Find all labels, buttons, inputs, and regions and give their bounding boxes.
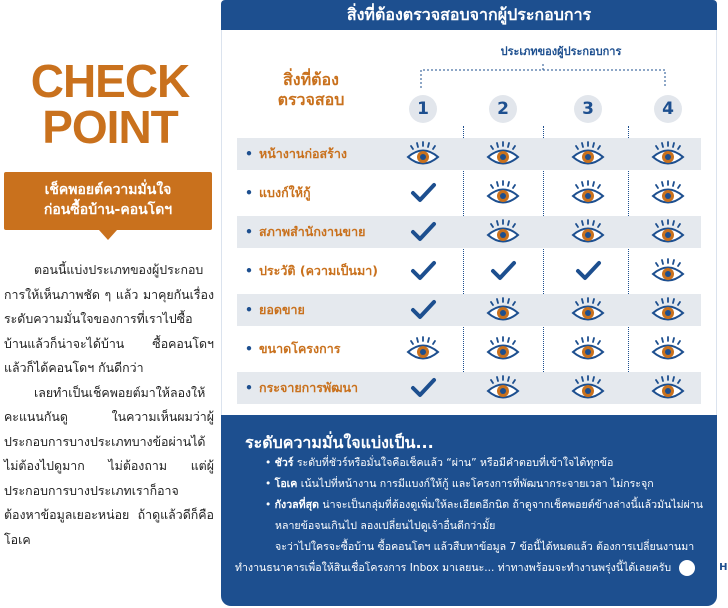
items-heading-line1: สิ่งที่ต้อง: [283, 70, 339, 89]
checklist-row: [237, 138, 701, 170]
check-icon: [570, 257, 606, 285]
checklist-item-text: หน้างานก่อสร้าง: [259, 146, 348, 161]
checklist-row: [237, 333, 701, 365]
eye-icon: [570, 140, 606, 168]
eye-icon: [650, 335, 686, 363]
checklist-item-text: ประวัติ (ความเป็นมา): [259, 263, 378, 278]
checklist-item-label: [245, 255, 378, 287]
eye-icon: [650, 257, 686, 285]
eye-icon: [485, 335, 521, 363]
bullet-icon: •: [245, 224, 253, 239]
level-worried-name: กังวลที่สุด: [274, 499, 319, 511]
eye-icon: [570, 335, 606, 363]
badge-line2: ก่อนซื้อบ้าน-คอนโดฯ: [43, 202, 173, 218]
h-logo-icon: H: [679, 560, 695, 576]
checklist-row: [237, 294, 701, 326]
operator-type-3: 3: [574, 95, 602, 123]
checklist-item-label: [245, 138, 347, 170]
check-icon: [405, 374, 441, 402]
checklist-item-text: ขนาดโครงการ: [259, 341, 341, 356]
check-icon: [405, 296, 441, 324]
check-icon: [485, 257, 521, 285]
left-column: [0, 0, 218, 608]
level-sure: • ชัวร์ ระดับที่ชัวร์หรือมั่นใจคือเช็คแล้ว “ผ่าน” หรือมีคำตอบที่เข้าใจได้ทุกข้อ: [265, 457, 614, 469]
bullet-icon: •: [245, 341, 253, 356]
bullet-icon: •: [245, 380, 253, 395]
checklist-item-label: [245, 372, 358, 404]
eye-icon: [485, 296, 521, 324]
level-ok-desc: เน้นไปที่หน้างาน การมีแบงก์ให้กู้ และโครงการที่พัฒนากระจายเวลา ไม่กระจุก: [297, 478, 654, 490]
operator-type-1: 1: [409, 95, 437, 123]
checklist-item-label: [245, 333, 340, 365]
check-icon: [405, 179, 441, 207]
checklist-item-text: สภาพสำนักงานขาย: [259, 224, 366, 239]
confidence-levels-box: [221, 415, 728, 606]
intro-text: [4, 258, 214, 552]
panel-header: สิ่งที่ต้องตรวจสอบจากผู้ประกอบการ: [221, 0, 717, 30]
check-icon: [405, 218, 441, 246]
checkpoint-title-line2: POINT: [42, 101, 178, 153]
checklist-item-label: [245, 216, 365, 248]
intro-paragraph-2: เลยทำเป็นเช็คพอยต์มาให้ลองให้คะแนนกันดู ในความเห็นผมว่าผู้ประกอบการบางประเภทบางข้อผ่านได้ ไม่ต้องไปดูมาก ไม่ต้องถาม แต่ผู้ประกอบการบางประเภทเราก็อาจต้องหาข้อมูลเยอะหน่อย ถ้าดูแล้วดีก็คือโอเค: [4, 384, 214, 547]
checklist-item-label: [245, 294, 305, 326]
bullet-icon: •: [245, 302, 253, 317]
badge-line1: เช็คพอยต์ความมั่นใจ: [44, 182, 172, 198]
level-worried: • กังวลที่สุด น่าจะเป็นกลุ่มที่ต้องดูเพิ่มให้ละเอียดอีกนิด ถ้าดูจากเช็คพอยต์ข้างล่างนี้แล้วมันไม่ผ่านหลายข้อจนเกินไป ลองเปลี่ยนไปดูเจ้าอื่นดีกว่ามั้ย: [265, 499, 704, 532]
checklist-row: [237, 177, 701, 209]
operator-types-label: ประเภทของผู้ประกอบการ: [500, 45, 622, 58]
eye-icon: [405, 335, 441, 363]
closing-paragraph: [235, 537, 728, 579]
eye-icon: [485, 218, 521, 246]
checkpoint-title: [4, 55, 216, 153]
checklist-row: [237, 372, 701, 404]
checklist-item-text: แบงก์ให้กู้: [259, 185, 311, 200]
checkpoint-title-line1: CHECK: [30, 55, 190, 107]
level-sure-desc: ระดับที่ชัวร์หรือมั่นใจคือเช็คแล้ว “ผ่าน” หรือมีคำตอบที่เข้าใจได้ทุกข้อ: [293, 457, 614, 469]
checklist-row: [237, 255, 701, 287]
confidence-text: [235, 453, 728, 579]
level-sure-name: ชัวร์: [274, 457, 294, 469]
eye-icon: [650, 140, 686, 168]
eye-icon: [570, 374, 606, 402]
eye-icon: [650, 296, 686, 324]
check-icon: [405, 257, 441, 285]
level-worried-desc: น่าจะเป็นกลุ่มที่ต้องดูเพิ่มให้ละเอียดอีกนิด ถ้าดูจากเช็คพอยต์ข้างล่างนี้แล้วมันไม่ผ่านหลายข้อจนเกินไป ลองเปลี่ยนไปดูเจ้าอื่นดีกว่ามั้ย: [275, 499, 704, 532]
eye-icon: [485, 140, 521, 168]
level-ok: • โอเค เน้นไปที่หน้างาน การมีแบงก์ให้กู้ และโครงการที่พัฒนากระจายเวลา ไม่กระจุก: [265, 478, 654, 490]
checklist-row: [237, 216, 701, 248]
eye-icon: [570, 218, 606, 246]
eye-icon: [650, 218, 686, 246]
confidence-title: ระดับความมั่นใจแบ่งเป็น...: [245, 433, 434, 452]
checklist-item-text: ยอดขาย: [259, 302, 305, 317]
items-heading: [251, 70, 371, 110]
checklist-item-text: กระจายการพัฒนา: [259, 380, 359, 395]
eye-icon: [570, 296, 606, 324]
subtitle-badge: [4, 172, 212, 230]
operator-type-2: 2: [489, 95, 517, 123]
eye-icon: [485, 374, 521, 402]
eye-icon: [570, 179, 606, 207]
eye-icon: [650, 179, 686, 207]
eye-icon: [405, 140, 441, 168]
items-heading-line2: ตรวจสอบ: [277, 90, 345, 109]
intro-paragraph-1: ตอนนี้แบ่งประเภทของผู้ประกอบการให้เห็นภาพชัด ๆ แล้ว มาคุยกันเรื่องระดับความมั่นใจของการที่เราไปซื้อบ้านแล้วก็น่าจะได้บ้าน ซื้อคอนโดฯ แล้วก็ได้คอนโดฯ กันดีกว่า: [4, 262, 214, 375]
eye-icon: [650, 374, 686, 402]
operator-type-4: 4: [654, 95, 682, 123]
closing-text: จะว่าไปใครจะซื้อบ้าน ซื้อคอนโดฯ แล้วสืบหาข้อมูล 7 ข้อนี้ได้หมดแล้ว ต้องการเปลี่ยนงานมาทำงานธนาคารเพื่อให้สินเชื่อโครงการ Inbox มาเลยนะ... ท่าทางพร้อมจะทำงานพรุ่งนี้ได้เลยครับ: [235, 541, 695, 574]
eye-icon: [485, 179, 521, 207]
bullet-icon: •: [245, 146, 253, 161]
bullet-icon: •: [245, 185, 253, 200]
level-ok-name: โอเค: [274, 478, 298, 490]
types-bracket: [417, 64, 669, 90]
checklist-item-label: [245, 177, 311, 209]
bullet-icon: •: [245, 263, 253, 278]
